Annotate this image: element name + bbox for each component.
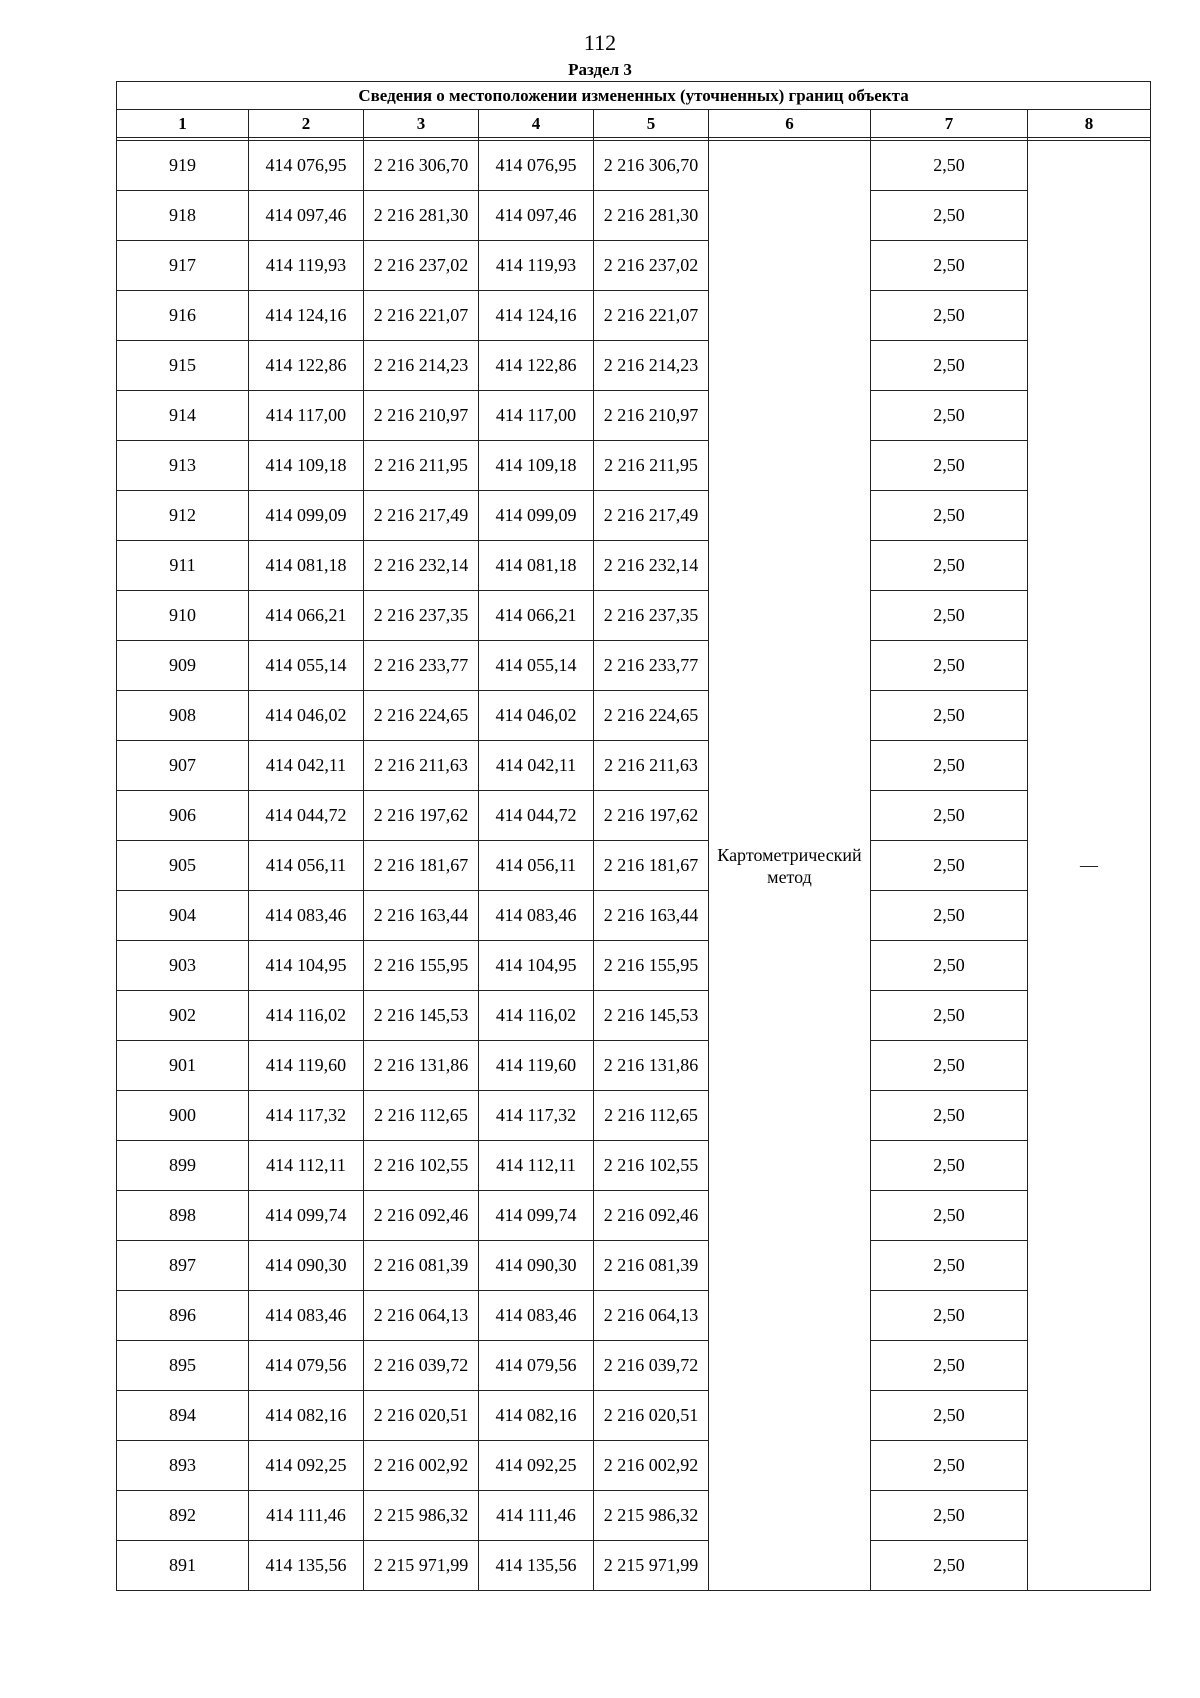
- x-coordinate-new: 414 112,11: [479, 1141, 594, 1191]
- y-coordinate-existing: 2 216 217,49: [364, 491, 479, 541]
- accuracy-value: 2,50: [871, 191, 1028, 241]
- accuracy-value: 2,50: [871, 1191, 1028, 1241]
- accuracy-value: 2,50: [871, 791, 1028, 841]
- y-coordinate-new: 2 216 145,53: [594, 991, 709, 1041]
- y-coordinate-existing: 2 216 197,62: [364, 791, 479, 841]
- accuracy-value: 2,50: [871, 1291, 1028, 1341]
- y-coordinate-new: 2 215 986,32: [594, 1491, 709, 1541]
- x-coordinate-existing: 414 124,16: [249, 291, 364, 341]
- accuracy-value: 2,50: [871, 591, 1028, 641]
- x-coordinate-existing: 414 090,30: [249, 1241, 364, 1291]
- y-coordinate-new: 2 216 237,02: [594, 241, 709, 291]
- x-coordinate-new: 414 090,30: [479, 1241, 594, 1291]
- point-number: 905: [117, 841, 249, 891]
- point-number: 907: [117, 741, 249, 791]
- x-coordinate-new: 414 055,14: [479, 641, 594, 691]
- y-coordinate-existing: 2 216 145,53: [364, 991, 479, 1041]
- y-coordinate-new: 2 216 112,65: [594, 1091, 709, 1141]
- column-number: 6: [709, 110, 871, 138]
- x-coordinate-existing: 414 119,60: [249, 1041, 364, 1091]
- column-8-value: —: [1028, 141, 1151, 1591]
- x-coordinate-existing: 414 111,46: [249, 1491, 364, 1541]
- y-coordinate-new: 2 216 181,67: [594, 841, 709, 891]
- x-coordinate-existing: 414 083,46: [249, 891, 364, 941]
- point-number: 911: [117, 541, 249, 591]
- y-coordinate-new: 2 216 237,35: [594, 591, 709, 641]
- x-coordinate-existing: 414 099,09: [249, 491, 364, 541]
- y-coordinate-new: 2 216 131,86: [594, 1041, 709, 1091]
- accuracy-value: 2,50: [871, 491, 1028, 541]
- point-number: 917: [117, 241, 249, 291]
- y-coordinate-existing: 2 216 237,35: [364, 591, 479, 641]
- x-coordinate-existing: 414 081,18: [249, 541, 364, 591]
- y-coordinate-existing: 2 216 039,72: [364, 1341, 479, 1391]
- accuracy-value: 2,50: [871, 991, 1028, 1041]
- accuracy-value: 2,50: [871, 441, 1028, 491]
- x-coordinate-existing: 414 117,32: [249, 1091, 364, 1141]
- point-number: 916: [117, 291, 249, 341]
- table-row: [117, 841, 1151, 891]
- y-coordinate-new: 2 216 221,07: [594, 291, 709, 341]
- accuracy-value: 2,50: [871, 241, 1028, 291]
- point-number: 901: [117, 1041, 249, 1091]
- point-number: 909: [117, 641, 249, 691]
- table-caption: Сведения о местоположении измененных (уточненных) границ объекта: [117, 82, 1151, 110]
- accuracy-value: 2,50: [871, 741, 1028, 791]
- x-coordinate-new: 414 076,95: [479, 141, 594, 191]
- point-number: 908: [117, 691, 249, 741]
- y-coordinate-existing: 2 215 986,32: [364, 1491, 479, 1541]
- table-row: [117, 641, 1151, 691]
- accuracy-value: 2,50: [871, 1441, 1028, 1491]
- y-coordinate-new: 2 216 224,65: [594, 691, 709, 741]
- x-coordinate-new: 414 046,02: [479, 691, 594, 741]
- table-row: [117, 1141, 1151, 1191]
- x-coordinate-new: 414 056,11: [479, 841, 594, 891]
- x-coordinate-new: 414 116,02: [479, 991, 594, 1041]
- y-coordinate-existing: 2 216 181,67: [364, 841, 479, 891]
- method-cell: Картометрический метод: [709, 141, 871, 1591]
- accuracy-value: 2,50: [871, 891, 1028, 941]
- x-coordinate-existing: 414 046,02: [249, 691, 364, 741]
- x-coordinate-existing: 414 042,11: [249, 741, 364, 791]
- point-number: 895: [117, 1341, 249, 1391]
- table-row: [117, 891, 1151, 941]
- x-coordinate-existing: 414 099,74: [249, 1191, 364, 1241]
- table-row: [117, 1291, 1151, 1341]
- accuracy-value: 2,50: [871, 141, 1028, 191]
- point-number: 903: [117, 941, 249, 991]
- x-coordinate-new: 414 124,16: [479, 291, 594, 341]
- y-coordinate-new: 2 216 102,55: [594, 1141, 709, 1191]
- point-number: 914: [117, 391, 249, 441]
- point-number: 918: [117, 191, 249, 241]
- table-row: [117, 1041, 1151, 1091]
- x-coordinate-new: 414 099,74: [479, 1191, 594, 1241]
- table-row: [117, 491, 1151, 541]
- table-row: [117, 441, 1151, 491]
- x-coordinate-new: 414 135,56: [479, 1541, 594, 1591]
- table-row: [117, 1441, 1151, 1491]
- table-row: [117, 941, 1151, 991]
- y-coordinate-existing: 2 216 155,95: [364, 941, 479, 991]
- x-coordinate-new: 414 119,93: [479, 241, 594, 291]
- accuracy-value: 2,50: [871, 391, 1028, 441]
- y-coordinate-new: 2 216 233,77: [594, 641, 709, 691]
- x-coordinate-new: 414 097,46: [479, 191, 594, 241]
- x-coordinate-new: 414 044,72: [479, 791, 594, 841]
- table-row: [117, 691, 1151, 741]
- table-row: [117, 1491, 1151, 1541]
- y-coordinate-existing: 2 216 163,44: [364, 891, 479, 941]
- accuracy-value: 2,50: [871, 691, 1028, 741]
- x-coordinate-new: 414 122,86: [479, 341, 594, 391]
- y-coordinate-new: 2 216 081,39: [594, 1241, 709, 1291]
- y-coordinate-existing: 2 215 971,99: [364, 1541, 479, 1591]
- x-coordinate-existing: 414 066,21: [249, 591, 364, 641]
- y-coordinate-new: 2 216 217,49: [594, 491, 709, 541]
- x-coordinate-existing: 414 097,46: [249, 191, 364, 241]
- x-coordinate-new: 414 083,46: [479, 1291, 594, 1341]
- point-number: 900: [117, 1091, 249, 1141]
- table-row: [117, 391, 1151, 441]
- column-number: 4: [479, 110, 594, 138]
- y-coordinate-existing: 2 216 211,63: [364, 741, 479, 791]
- point-number: 906: [117, 791, 249, 841]
- column-number: 7: [871, 110, 1028, 138]
- accuracy-value: 2,50: [871, 1541, 1028, 1591]
- table-row: [117, 541, 1151, 591]
- point-number: 912: [117, 491, 249, 541]
- y-coordinate-existing: 2 216 210,97: [364, 391, 479, 441]
- table-row: [117, 1341, 1151, 1391]
- y-coordinate-new: 2 216 232,14: [594, 541, 709, 591]
- x-coordinate-existing: 414 104,95: [249, 941, 364, 991]
- y-coordinate-new: 2 216 214,23: [594, 341, 709, 391]
- y-coordinate-new: 2 216 092,46: [594, 1191, 709, 1241]
- x-coordinate-new: 414 092,25: [479, 1441, 594, 1491]
- x-coordinate-existing: 414 092,25: [249, 1441, 364, 1491]
- accuracy-value: 2,50: [871, 1091, 1028, 1141]
- x-coordinate-new: 414 117,32: [479, 1091, 594, 1141]
- point-number: 915: [117, 341, 249, 391]
- boundary-table: [116, 81, 1151, 1591]
- y-coordinate-new: 2 216 281,30: [594, 191, 709, 241]
- x-coordinate-existing: 414 119,93: [249, 241, 364, 291]
- point-number: 896: [117, 1291, 249, 1341]
- y-coordinate-existing: 2 216 221,07: [364, 291, 479, 341]
- y-coordinate-existing: 2 216 232,14: [364, 541, 479, 591]
- point-number: 899: [117, 1141, 249, 1191]
- accuracy-value: 2,50: [871, 1041, 1028, 1091]
- y-coordinate-existing: 2 216 092,46: [364, 1191, 479, 1241]
- point-number: 894: [117, 1391, 249, 1441]
- table-body: [117, 138, 1151, 1591]
- x-coordinate-existing: 414 082,16: [249, 1391, 364, 1441]
- point-number: 919: [117, 141, 249, 191]
- y-coordinate-new: 2 216 210,97: [594, 391, 709, 441]
- table-row: [117, 291, 1151, 341]
- x-coordinate-existing: 414 044,72: [249, 791, 364, 841]
- y-coordinate-new: 2 216 163,44: [594, 891, 709, 941]
- x-coordinate-new: 414 042,11: [479, 741, 594, 791]
- x-coordinate-new: 414 117,00: [479, 391, 594, 441]
- column-number: 2: [249, 110, 364, 138]
- table-row: [117, 591, 1151, 641]
- y-coordinate-existing: 2 216 064,13: [364, 1291, 479, 1341]
- accuracy-value: 2,50: [871, 1141, 1028, 1191]
- y-coordinate-new: 2 216 211,63: [594, 741, 709, 791]
- point-number: 902: [117, 991, 249, 1041]
- accuracy-value: 2,50: [871, 1391, 1028, 1441]
- y-coordinate-existing: 2 216 306,70: [364, 141, 479, 191]
- x-coordinate-existing: 414 079,56: [249, 1341, 364, 1391]
- y-coordinate-new: 2 216 155,95: [594, 941, 709, 991]
- section-title: Раздел 3: [568, 60, 632, 79]
- table-row: [117, 1091, 1151, 1141]
- point-number: 913: [117, 441, 249, 491]
- table-row: [117, 741, 1151, 791]
- x-coordinate-new: 414 066,21: [479, 591, 594, 641]
- accuracy-value: 2,50: [871, 941, 1028, 991]
- x-coordinate-existing: 414 122,86: [249, 341, 364, 391]
- x-coordinate-existing: 414 109,18: [249, 441, 364, 491]
- table-row: [117, 241, 1151, 291]
- y-coordinate-existing: 2 216 102,55: [364, 1141, 479, 1191]
- point-number: 897: [117, 1241, 249, 1291]
- y-coordinate-existing: 2 216 002,92: [364, 1441, 479, 1491]
- x-coordinate-new: 414 083,46: [479, 891, 594, 941]
- point-number: 893: [117, 1441, 249, 1491]
- table-row: [117, 341, 1151, 391]
- point-number: 891: [117, 1541, 249, 1591]
- point-number: 910: [117, 591, 249, 641]
- table-row: [117, 1391, 1151, 1441]
- y-coordinate-new: 2 215 971,99: [594, 1541, 709, 1591]
- y-coordinate-new: 2 216 002,92: [594, 1441, 709, 1491]
- x-coordinate-new: 414 099,09: [479, 491, 594, 541]
- page-number: 112: [583, 30, 617, 55]
- table-caption-row: [117, 82, 1151, 110]
- point-number: 904: [117, 891, 249, 941]
- x-coordinate-existing: 414 116,02: [249, 991, 364, 1041]
- y-coordinate-existing: 2 216 112,65: [364, 1091, 479, 1141]
- column-number-row: [117, 110, 1151, 138]
- point-number: 892: [117, 1491, 249, 1541]
- y-coordinate-new: 2 216 306,70: [594, 141, 709, 191]
- y-coordinate-existing: 2 216 020,51: [364, 1391, 479, 1441]
- table-row: [117, 1241, 1151, 1291]
- y-coordinate-existing: 2 216 233,77: [364, 641, 479, 691]
- table-row: [117, 141, 1151, 191]
- accuracy-value: 2,50: [871, 1341, 1028, 1391]
- y-coordinate-existing: 2 216 081,39: [364, 1241, 479, 1291]
- table-row: [117, 791, 1151, 841]
- y-coordinate-new: 2 216 039,72: [594, 1341, 709, 1391]
- y-coordinate-existing: 2 216 131,86: [364, 1041, 479, 1091]
- x-coordinate-new: 414 111,46: [479, 1491, 594, 1541]
- y-coordinate-existing: 2 216 224,65: [364, 691, 479, 741]
- accuracy-value: 2,50: [871, 541, 1028, 591]
- x-coordinate-existing: 414 135,56: [249, 1541, 364, 1591]
- table-row: [117, 1191, 1151, 1241]
- x-coordinate-existing: 414 056,11: [249, 841, 364, 891]
- point-number: 898: [117, 1191, 249, 1241]
- x-coordinate-new: 414 109,18: [479, 441, 594, 491]
- column-number: 1: [117, 110, 249, 138]
- x-coordinate-new: 414 104,95: [479, 941, 594, 991]
- accuracy-value: 2,50: [871, 341, 1028, 391]
- y-coordinate-existing: 2 216 211,95: [364, 441, 479, 491]
- x-coordinate-existing: 414 083,46: [249, 1291, 364, 1341]
- y-coordinate-existing: 2 216 237,02: [364, 241, 479, 291]
- table-row: [117, 191, 1151, 241]
- accuracy-value: 2,50: [871, 291, 1028, 341]
- x-coordinate-new: 414 079,56: [479, 1341, 594, 1391]
- y-coordinate-existing: 2 216 214,23: [364, 341, 479, 391]
- x-coordinate-new: 414 119,60: [479, 1041, 594, 1091]
- x-coordinate-new: 414 082,16: [479, 1391, 594, 1441]
- x-coordinate-existing: 414 055,14: [249, 641, 364, 691]
- y-coordinate-new: 2 216 064,13: [594, 1291, 709, 1341]
- column-number: 8: [1028, 110, 1151, 138]
- column-number: 3: [364, 110, 479, 138]
- column-number: 5: [594, 110, 709, 138]
- accuracy-value: 2,50: [871, 841, 1028, 891]
- x-coordinate-existing: 414 117,00: [249, 391, 364, 441]
- accuracy-value: 2,50: [871, 641, 1028, 691]
- x-coordinate-existing: 414 076,95: [249, 141, 364, 191]
- y-coordinate-new: 2 216 197,62: [594, 791, 709, 841]
- accuracy-value: 2,50: [871, 1491, 1028, 1541]
- y-coordinate-existing: 2 216 281,30: [364, 191, 479, 241]
- y-coordinate-new: 2 216 211,95: [594, 441, 709, 491]
- x-coordinate-new: 414 081,18: [479, 541, 594, 591]
- table-row: [117, 1541, 1151, 1591]
- y-coordinate-new: 2 216 020,51: [594, 1391, 709, 1441]
- table-row: [117, 991, 1151, 1041]
- accuracy-value: 2,50: [871, 1241, 1028, 1291]
- x-coordinate-existing: 414 112,11: [249, 1141, 364, 1191]
